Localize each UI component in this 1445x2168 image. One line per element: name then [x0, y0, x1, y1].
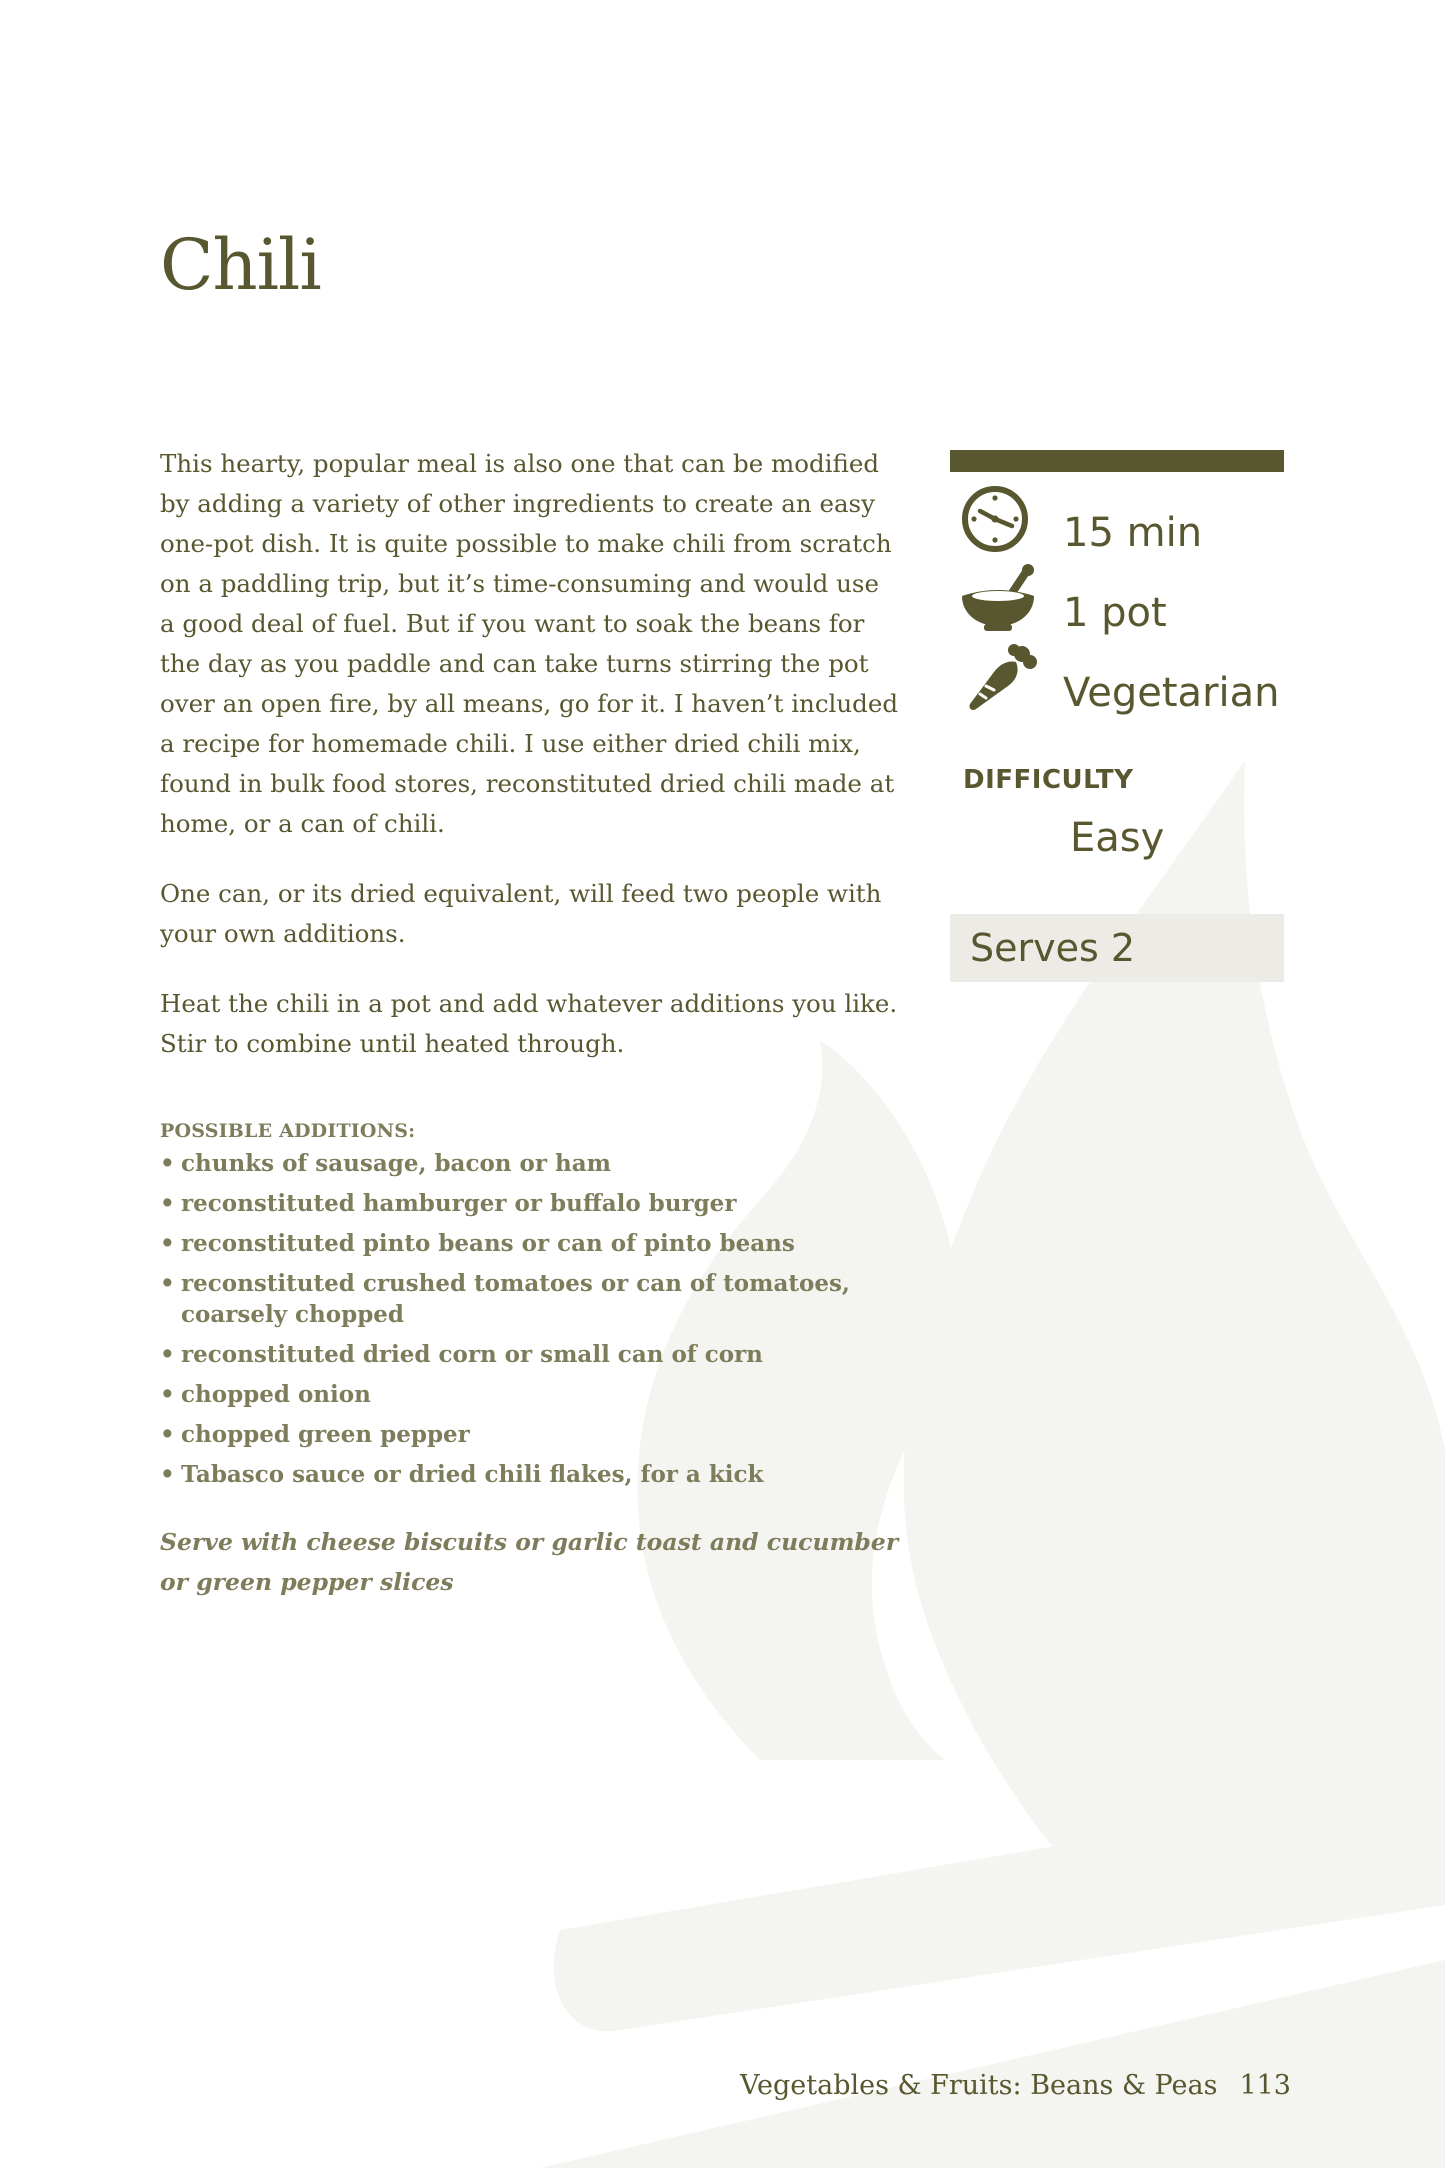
difficulty-label: DIFFICULTY [963, 765, 1134, 795]
serving-suggestion: Serve with cheese biscuits or garlic toast and cucumber or green pepper slices [160, 1528, 899, 1596]
list-item-text: Tabasco sauce or dried chili flakes, for a kick [181, 1461, 764, 1488]
recipe-info-sidebar [950, 450, 1284, 970]
bullet-icon: • [160, 1381, 175, 1408]
list-item [160, 1379, 900, 1410]
diet-value: Vegetarian [1063, 670, 1280, 716]
instructions-paragraph: Heat the chili in a pot and add whatever additions you like. Stir to combine until heated through. [160, 989, 898, 1058]
list-item [160, 1148, 900, 1179]
sidebar-top-bar [950, 450, 1284, 472]
list-item [160, 1419, 900, 1450]
servings-paragraph: One can, or its dried equivalent, will feed two people with your own additions. [160, 879, 882, 948]
bullet-icon: • [160, 1270, 175, 1297]
bullet-icon: • [160, 1150, 175, 1177]
pots-value: 1 pot [1063, 590, 1167, 636]
list-item-text: reconstituted pinto beans or can of pinto beans [181, 1230, 795, 1257]
list-item-text: chopped green pepper [181, 1421, 470, 1448]
bullet-icon: • [160, 1341, 175, 1368]
serves-badge: Serves 2 [950, 914, 1284, 982]
page-number: 113 [1239, 2070, 1291, 2101]
time-value: 15 min [1063, 510, 1203, 556]
page-footer [740, 2070, 1291, 2101]
list-item-text: chopped onion [181, 1381, 371, 1408]
additions-list [160, 1148, 900, 1490]
list-item-text: reconstituted dried corn or small can of corn [181, 1341, 763, 1368]
list-item-text: reconstituted hamburger or buffalo burger [181, 1190, 737, 1217]
carrot-icon [964, 642, 1038, 712]
list-item [160, 1268, 900, 1330]
list-item-text: reconstituted crushed tomatoes or can of tomatoes, coarsely chopped [181, 1270, 850, 1328]
difficulty-value: Easy [1070, 815, 1165, 861]
bowl-spoon-icon [958, 562, 1038, 634]
bullet-icon: • [160, 1421, 175, 1448]
bullet-icon: • [160, 1461, 175, 1488]
list-item-text: chunks of sausage, bacon or ham [181, 1150, 611, 1177]
footer-section: Vegetables & Fruits: Beans & Peas [739, 2070, 1218, 2101]
list-item [160, 1228, 900, 1259]
bullet-icon: • [160, 1230, 175, 1257]
recipe-body [160, 444, 900, 1602]
list-item [160, 1459, 900, 1490]
list-item [160, 1339, 900, 1370]
recipe-title: Chili [160, 224, 321, 306]
clock-icon [960, 484, 1030, 554]
list-item [160, 1188, 900, 1219]
intro-paragraph: This hearty, popular meal is also one that can be modified by adding a variety of other ingredients to create an easy one-pot dish. It is quite possible to make chili from scratch on a paddling trip, but it’s time-consuming and would use a good deal of fuel. But if you want to soak the beans for the day as you paddle and can take turns stirring the pot over an open fire, by all means, go for it. I haven’t included a recipe for homemade chili. I use either dried chili mix, found in bulk food stores, reconstituted dried chili made at home, or a can of chili. [160, 449, 899, 838]
additions-heading: POSSIBLE ADDITIONS: [160, 1120, 416, 1142]
bullet-icon: • [160, 1190, 175, 1217]
